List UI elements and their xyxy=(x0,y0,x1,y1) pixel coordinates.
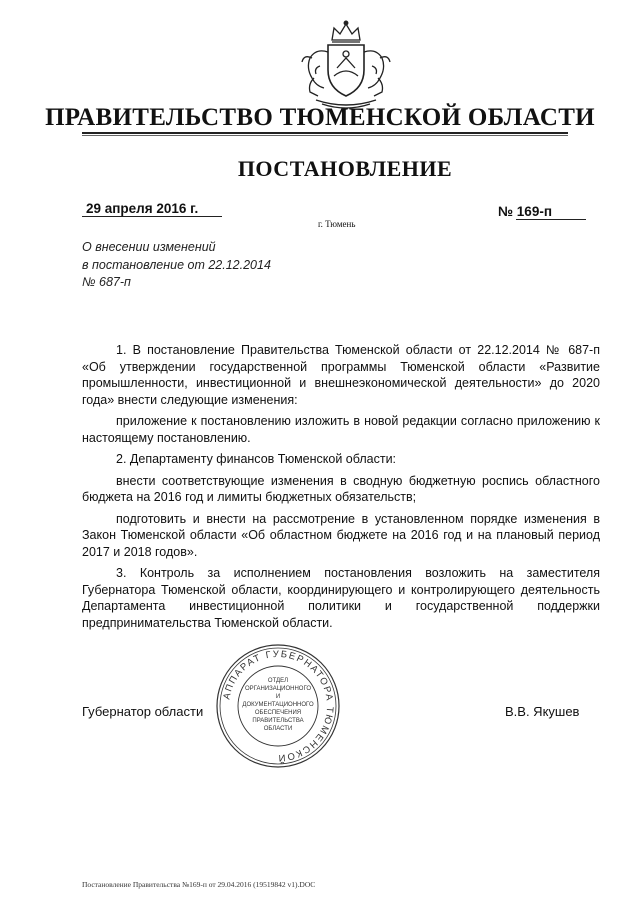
stamp-inner-line: ОТДЕЛ xyxy=(267,678,289,684)
government-title: ПРАВИТЕЛЬСТВО ТЮМЕНСКОЙ ОБЛАСТИ xyxy=(45,104,595,131)
stamp-inner-line: ОРГАНИЗАЦИОННОГО xyxy=(244,686,312,692)
stamp-inner-line: ОБЛАСТИ xyxy=(263,726,293,732)
stamp-inner-line: ДОКУМЕНТАЦИОННОГО xyxy=(242,702,314,708)
stamp-inner-line: ОБЕСПЕЧЕНИЯ xyxy=(254,710,302,716)
body-paragraph: подготовить и внести на рассмотрение в установленном порядке изменения в Закон Тюменской области «Об областном бюджете на 2016 год и на плановый период 2017 и 2018 годов». xyxy=(82,511,600,559)
stamp-ring-text: АППАРАТ ГУБЕРНАТОРА ТЮМЕНСКОЙ xyxy=(221,648,336,764)
body-paragraph: 1. В постановление Правительства Тюменской области от 22.12.2014 № 687-п «Об утверждении государственной программы Тюменской области «Развитие промышленности, инвестиционной и внешнеэкономической деятельности» до 2020 года» внести следующие изменения: xyxy=(82,343,600,407)
document-number: № 169-п xyxy=(498,204,552,219)
header-divider xyxy=(82,132,568,134)
body-paragraph: приложение к постановлению изложить в новой редакции согласно приложению к настоящему постановлению. xyxy=(82,414,600,445)
document-body xyxy=(82,342,600,631)
signatory-name: В.В. Якушев xyxy=(505,704,580,719)
subject-line: в постановление от 22.12.2014 xyxy=(82,257,271,272)
document-date: 29 апреля 2016 г. xyxy=(86,201,199,216)
date-underline xyxy=(82,216,222,217)
document-subject xyxy=(82,239,271,292)
coat-of-arms-icon xyxy=(294,18,398,114)
body-paragraph: 3. Контроль за исполнением постановления возложить на заместителя Губернатора Тюменской области, координирующего и контролирующего деятельность Департамента инвестиционной политики и государственной поддержки предпринимательства Тюменской области. xyxy=(82,566,600,630)
official-stamp xyxy=(214,642,342,770)
file-footer: Постановление Правительства №169-п от 29.04.2016 (19519842 v1).DOC xyxy=(82,880,316,889)
body-paragraph: внести соответствующие изменения в сводную бюджетную роспись областного бюджета на 2016 год и лимиты бюджетных обязательств; xyxy=(82,473,600,504)
subject-line: О внесении изменений xyxy=(82,240,216,254)
number-underline xyxy=(516,219,586,220)
body-paragraph: 2. Департаменту финансов Тюменской области: xyxy=(116,452,397,466)
stamp-inner-line: И xyxy=(275,694,281,700)
stamp-inner-line: ПРАВИТЕЛЬСТВА xyxy=(252,718,304,724)
subject-line: № 687-п xyxy=(82,275,131,289)
header-divider-thin xyxy=(82,135,568,136)
document-type: ПОСТАНОВЛЕНИЕ xyxy=(237,156,453,181)
signatory-title: Губернатор области xyxy=(82,704,204,719)
document-city: г. Тюмень xyxy=(318,219,356,229)
